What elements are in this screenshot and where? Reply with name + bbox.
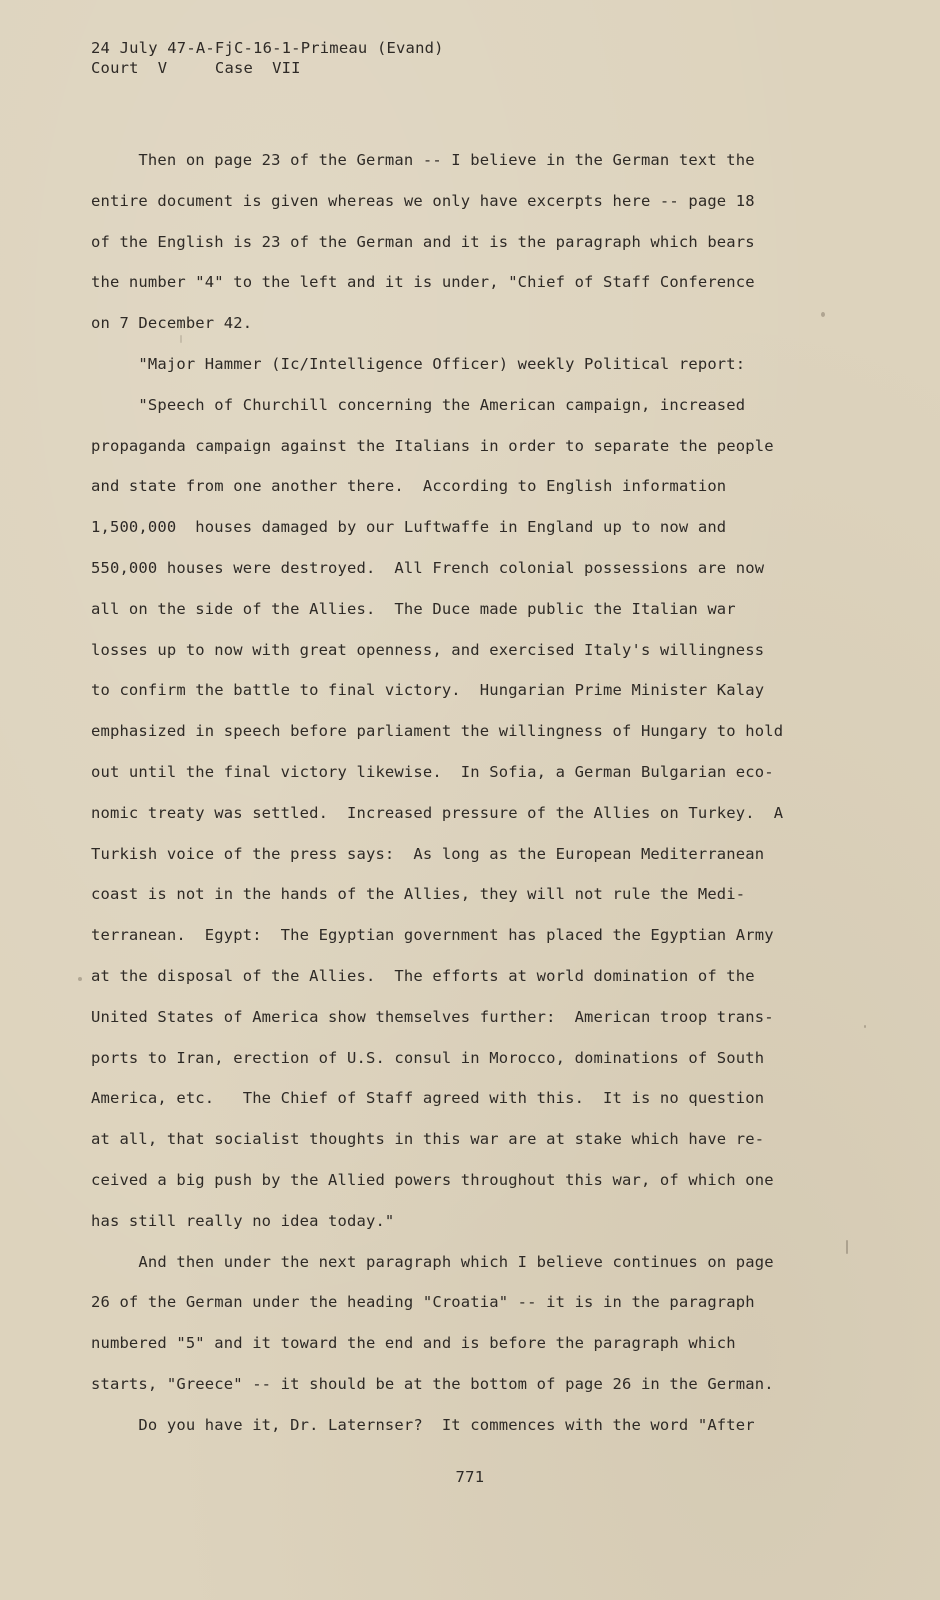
text-line: on 7 December 42. — [91, 314, 253, 333]
text-line: Do you have it, Dr. Laternser? It commences with the word "After — [91, 1415, 755, 1434]
text-line: the number "4" to the left and it is under, "Chief of Staff Conference — [91, 273, 755, 292]
text-line: 550,000 houses were destroyed. All French colonial possessions are now — [91, 558, 765, 577]
text-line: and state from one another there. According to English information — [91, 477, 727, 496]
text-line: emphasized in speech before parliament the willingness of Hungary to hold — [91, 722, 784, 741]
text-line: Turkish voice of the press says: As long as the European Mediterranean — [91, 844, 765, 863]
text-line: has still really no idea today." — [91, 1211, 395, 1230]
text-line: America, etc. The Chief of Staff agreed with this. It is no question — [91, 1089, 765, 1108]
paper-speck — [180, 335, 182, 343]
text-line: ports to Iran, erection of U.S. consul in Morocco, dominations of South — [91, 1048, 765, 1067]
text-line: 26 of the German under the heading "Croatia" -- it is in the paragraph — [91, 1293, 755, 1312]
text-line: terranean. Egypt: The Egyptian government has placed the Egyptian Army — [91, 926, 774, 945]
text-line: ceived a big push by the Allied powers throughout this war, of which one — [91, 1170, 774, 1189]
text-line: losses up to now with great openness, and exercised Italy's willingness — [91, 640, 765, 659]
header-date-line: 24 July 47-A-FjC-16-1-Primeau (Evand) — [91, 39, 444, 57]
text-line: at the disposal of the Allies. The efforts at world domination of the — [91, 966, 755, 985]
text-line: Then on page 23 of the German -- I believe in the German text the — [91, 151, 755, 169]
transcript-body — [91, 140, 851, 1446]
text-line: And then under the next paragraph which I believe continues on page — [91, 1252, 774, 1271]
text-line: coast is not in the hands of the Allies, they will not rule the Medi- — [91, 885, 746, 904]
text-line: numbered "5" and it toward the end and is before the paragraph which — [91, 1334, 736, 1353]
text-line: to confirm the battle to final victory. Hungarian Prime Minister Kalay — [91, 681, 765, 700]
paper-speck — [821, 312, 825, 317]
text-line: out until the final victory likewise. In Sofia, a German Bulgarian eco- — [91, 762, 774, 781]
text-line: entire document is given whereas we only have excerpts here -- page 18 — [91, 191, 755, 210]
text-line: United States of America show themselves further: American troop trans- — [91, 1007, 774, 1026]
paper-speck — [78, 977, 82, 981]
text-line: "Speech of Churchill concerning the American campaign, increased — [91, 395, 746, 414]
text-line: starts, "Greece" -- it should be at the bottom of page 26 in the German. — [91, 1374, 774, 1393]
text-line: nomic treaty was settled. Increased pressure of the Allies on Turkey. A — [91, 803, 784, 822]
text-line: "Major Hammer (Ic/Intelligence Officer) weekly Political report: — [91, 354, 746, 373]
paper-speck — [864, 1025, 866, 1028]
document-header — [91, 38, 444, 78]
paper-speck — [846, 1240, 848, 1254]
text-line: of the English is 23 of the German and it is the paragraph which bears — [91, 232, 755, 251]
header-court-case-line: Court V Case VII — [91, 59, 301, 77]
text-line: 1,500,000 houses damaged by our Luftwaffe in England up to now and — [91, 518, 727, 537]
text-line: propaganda campaign against the Italians in order to separate the people — [91, 436, 774, 455]
text-line: at all, that socialist thoughts in this war are at stake which have re- — [91, 1130, 765, 1149]
text-line: all on the side of the Allies. The Duce made public the Italian war — [91, 599, 736, 618]
page-number: 771 — [455, 1468, 485, 1486]
